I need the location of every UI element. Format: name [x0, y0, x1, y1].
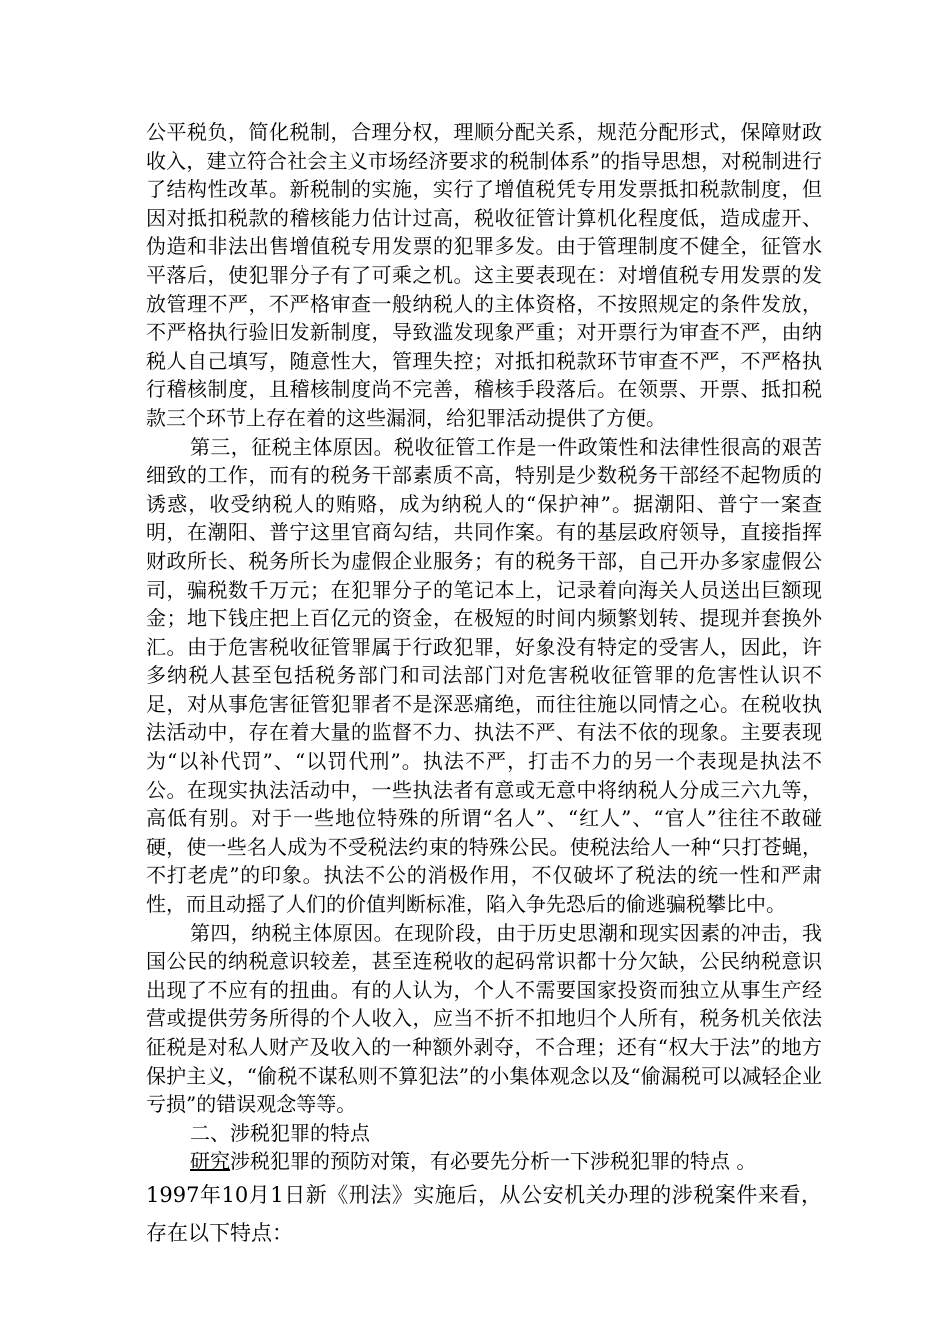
paragraph-fourth-reason: 第四，纳税主体原因。在现阶段，由于历史思潮和现实因素的冲击，我国公民的纳税意识较差，甚至连税收的起码常识都十分欠缺，公民纳税意识出现了不应有的扭曲。有的人认为，个人不需要国家投资而独立从事生产经营或提供劳务所得的个人收入，应当不折不扣地归个人所有，税务机关依法征税是对私人财产及收入的一种额外剥夺，不合理；还有“权大于法”的地方保护主义，“偷税不谋私则不算犯法”的小集体观念以及“偷漏税可以减轻企业亏损”的错误观念等等。 — [146, 920, 822, 1117]
research-link[interactable]: 研究 — [190, 1149, 230, 1174]
document-body — [146, 118, 822, 1252]
section-heading-characteristics: 二、涉税犯罪的特点 — [190, 1120, 370, 1145]
paragraph-tax-reform: 公平税负，简化税制，合理分权，理顺分配关系，规范分配形式，保障财政收入，建立符合社会主义市场经济要求的税制体系”的指导思想，对税制进行了结构性改革。新税制的实施，实行了增值税凭专用发票抵扣税款制度，但因对抵扣税款的稽核能力估计过高，税收征管计算机化程度低，造成虚开、伪造和非法出售增值税专用发票的犯罪多发。由于管理制度不健全，征管水平落后，使犯罪分子有了可乘之机。这主要表现在：对增值税专用发票的发放管理不严，不严格审查一般纳税人的主体资格，不按照规定的条件发放，不严格执行验旧发新制度，导致滥发现象严重；对开票行为审查不严，由纳税人自己填写，随意性大，管理失控；对抵扣税款环节审查不严，不严格执行稽核制度，且稽核制度尚不完善，稽核手段落后。在领票、开票、抵扣税款三个环节上存在着的这些漏洞，给犯罪活动提供了方便。 — [146, 120, 822, 430]
paragraph-1997-criminal-law: 1997年10月1日新《刑法》实施后，从公安机关办理的涉税案件来看，存在以下特点： — [146, 1182, 822, 1245]
paragraph-third-reason: 第三，征税主体原因。税收征管工作是一件政策性和法律性很高的艰苦细致的工作，而有的税务干部素质不高，特别是少数税务干部经不起物质的诱惑，收受纳税人的贿赂，成为纳税人的“保护神”。据潮阳、普宁一案查明，在潮阳、普宁这里官商勾结，共同作案。有的基层政府领导，直接指挥财政所长、税务所长为虚假企业服务；有的税务干部，自己开办多家虚假公司，骗税数千万元；在犯罪分子的笔记本上，记录着向海关人员送出巨额现金；地下钱庄把上百亿元的资金，在极短的时间内频繁划转、提现并套换外汇。由于危害税收征管罪属于行政犯罪，好象没有特定的受害人，因此，许多纳税人甚至包括税务部门和司法部门对危害税收征管罪的危害性认识不足，对从事危害征管犯罪者不是深恶痛绝，而往往施以同情之心。在税收执法活动中，存在着大量的监督不力、执法不严、有法不依的现象。主要表现为“以补代罚”、“以罚代刑”。执法不严，打击不力的另一个表现是执法不公。在现实执法活动中，一些执法者有意或无意中将纳税人分成三六九等，高低有别。对于一些地位特殊的所谓“名人”、“红人”、“官人”往往不敢碰硬，使一些名人成为不受税法约束的特殊公民。使税法给人一种“只打苍蝇，不打老虎”的印象。执法不公的消极作用，不仅破坏了税法的统一性和严肃性，而且动摇了人们的价值判断标准，陷入争先恐后的偷逃骗税攀比中。 — [146, 434, 822, 917]
paragraph-research-intro — [146, 1147, 822, 1176]
research-intro-text: 涉税犯罪的预防对策，有必要先分析一下涉税犯罪的特点 。 — [230, 1149, 757, 1174]
